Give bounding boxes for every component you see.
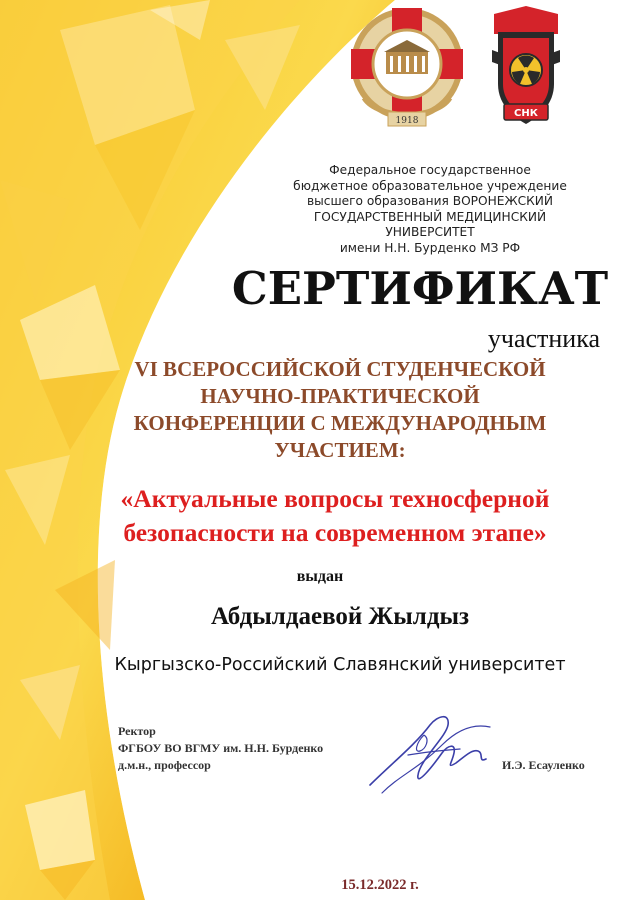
issuer-organization	[250, 163, 610, 257]
issue-date: 15.12.2022 г.	[341, 877, 419, 893]
issuer-line: бюджетное образовательное учреждение	[293, 178, 567, 193]
conference-line: УЧАСТИЕМ:	[274, 438, 406, 462]
signatory-line: Ректор	[118, 724, 156, 738]
university-seal-logo	[348, 4, 466, 128]
certificate-title: СЕРТИФИКАТ	[231, 262, 609, 315]
issuer-line: Федеральное государственное	[329, 163, 531, 177]
issued-label: выдан	[296, 568, 344, 585]
recipient-university: Кыргызско-Российский Славянский университет	[114, 655, 566, 675]
issuer-line: ГОСУДАРСТВЕННЫЙ МЕДИЦИНСКИЙ	[313, 209, 547, 224]
conference-line: КОНФЕРЕНЦИИ С МЕЖДУНАРОДНЫМ	[133, 411, 547, 435]
department-emblem-logo	[490, 4, 562, 130]
signatory-position	[118, 723, 323, 774]
issuer-line: УНИВЕРСИТЕТ	[385, 225, 475, 240]
signatory-line: ФГБОУ ВО ВГМУ им. Н.Н. Бурденко	[118, 741, 324, 755]
signatory-name: И.Э. Есауленко	[502, 758, 585, 772]
conference-name	[80, 356, 600, 464]
theme-line: «Актуальные вопросы техносферной	[120, 484, 550, 513]
seal-year: 1918	[395, 116, 419, 126]
certificate-subtitle: участника	[487, 324, 600, 353]
conference-line: НАУЧНО-ПРАКТИЧЕСКОЙ	[200, 384, 480, 408]
recipient-name: Абдылдаевой Жылдыз	[210, 603, 470, 630]
emblem-label: СНК	[514, 108, 538, 119]
issuer-line: высшего образования ВОРОНЕЖСКИЙ	[306, 194, 554, 209]
theme-line: безопасности на современном этапе»	[123, 518, 547, 547]
issuer-line: имени Н.Н. Бурденко МЗ РФ	[339, 240, 521, 255]
signatory-line: д.м.н., профессор	[118, 758, 211, 772]
conference-theme	[55, 482, 615, 550]
conference-line: VI ВСЕРОССИЙСКОЙ СТУДЕНЧЕСКОЙ	[134, 357, 546, 381]
signature-image	[360, 705, 500, 800]
